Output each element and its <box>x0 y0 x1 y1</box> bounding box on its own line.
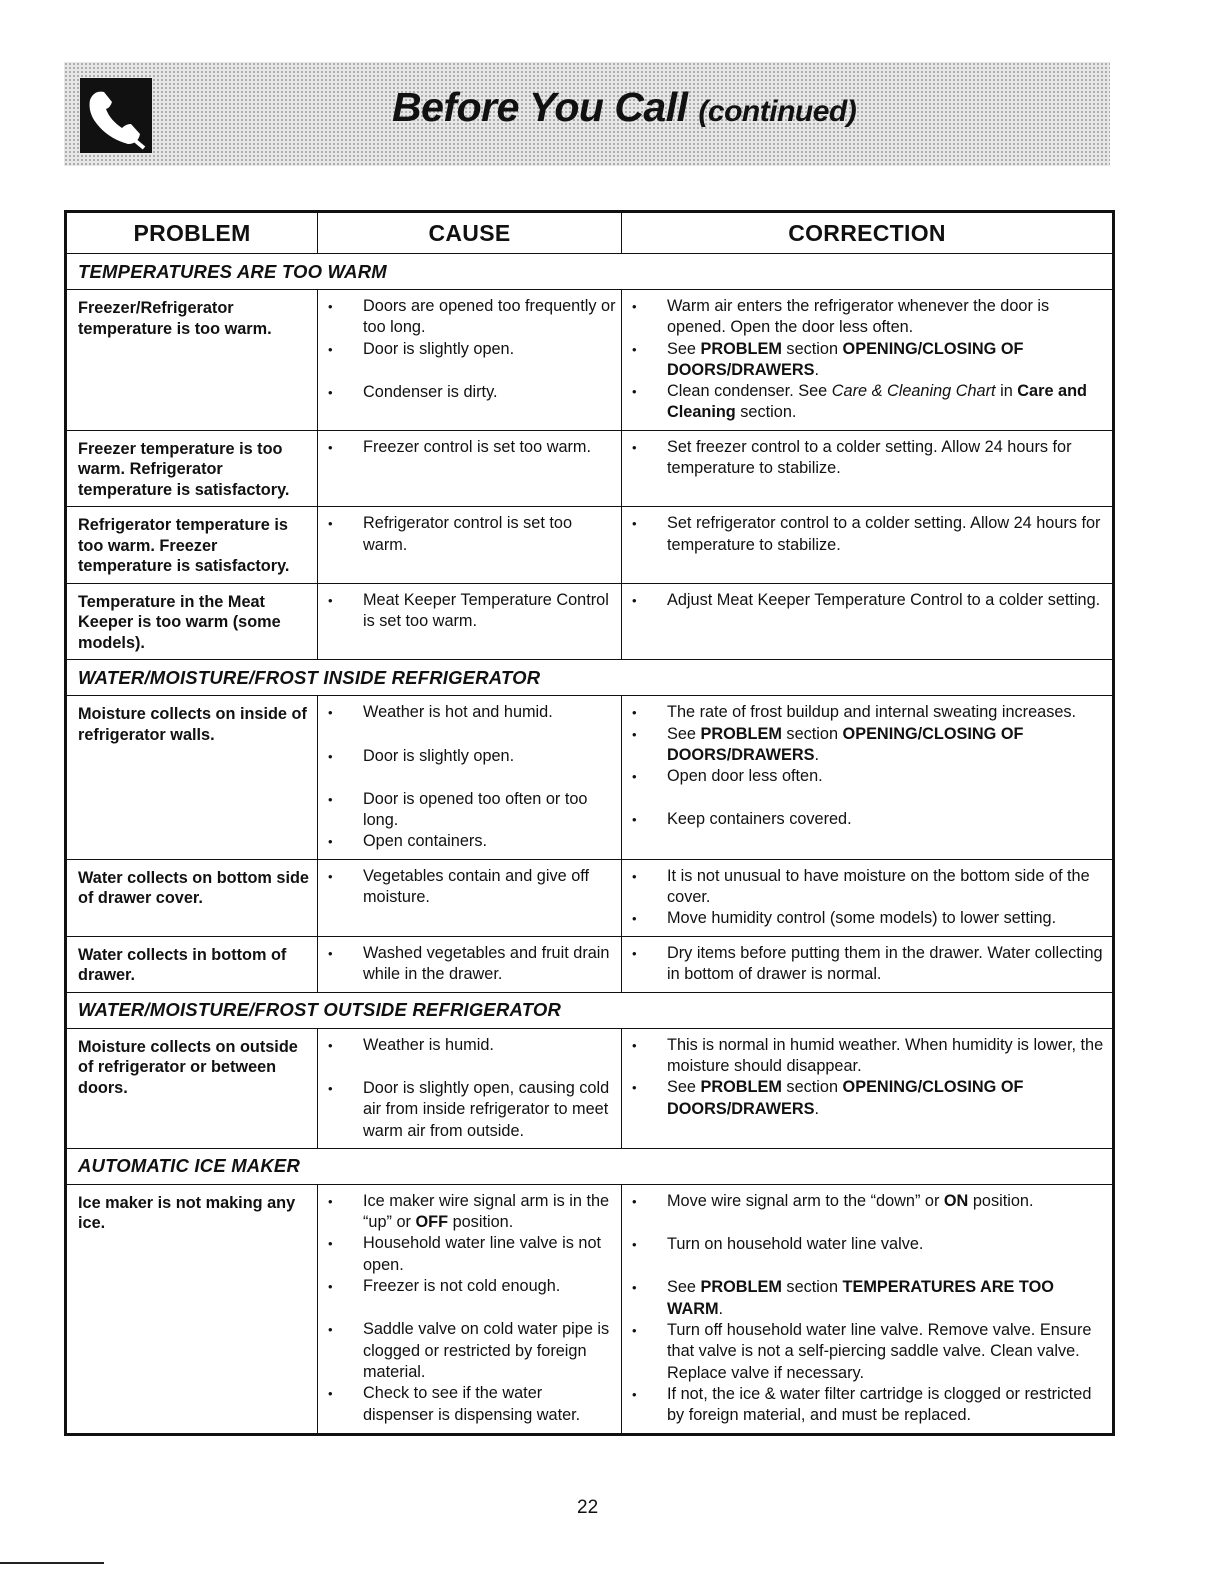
cause-item: • Door is slightly open, causing cold air from inside refrigerator to meet warm air from outside. <box>318 1078 617 1142</box>
problem-cell: Ice maker is not making any ice. <box>66 1184 318 1434</box>
table-row <box>66 1184 1114 1434</box>
cause-item: • Weather is hot and humid. <box>318 702 617 723</box>
correction-item: • Dry items before putting them in the drawer. Water collecting in bottom of drawer is normal. <box>622 943 1108 986</box>
correction-item: • Warm air enters the refrigerator whenever the door is opened. Open the door less often. <box>622 296 1108 339</box>
cause-cell <box>318 583 622 660</box>
phone-icon <box>80 78 152 153</box>
correction-item: • Set refrigerator control to a colder setting. Allow 24 hours for temperature to stabilize. <box>622 513 1108 556</box>
cause-item: • Meat Keeper Temperature Control is set too warm. <box>318 590 617 633</box>
correction-item: • The rate of frost buildup and internal sweating increases. <box>622 702 1108 723</box>
correction-item: • Adjust Meat Keeper Temperature Control to a colder setting. <box>622 590 1108 611</box>
section-row <box>66 1148 1114 1184</box>
problem-cell: Moisture collects on outside of refrigerator or between doors. <box>66 1028 318 1148</box>
correction-item: • See PROBLEM section OPENING/CLOSING OF DOORS/DRAWERS. <box>622 724 1108 767</box>
correction-item: • See PROBLEM section OPENING/CLOSING OF DOORS/DRAWERS. <box>622 1077 1108 1120</box>
table-row <box>66 583 1114 660</box>
correction-cell <box>622 290 1114 431</box>
cause-item: • Refrigerator control is set too warm. <box>318 513 617 556</box>
column-header-problem: PROBLEM <box>66 212 318 254</box>
table-row <box>66 936 1114 992</box>
problem-cell: Refrigerator temperature is too warm. Freezer temperature is satisfactory. <box>66 507 318 584</box>
correction-item: • Open door less often. <box>622 766 1108 787</box>
cause-item: • Ice maker wire signal arm is in the “up” or OFF position. <box>318 1191 617 1234</box>
cause-cell <box>318 507 622 584</box>
cause-item: • Weather is humid. <box>318 1035 617 1056</box>
cause-item: • Freezer control is set too warm. <box>318 437 617 458</box>
cause-item: • Condenser is dirty. <box>318 382 617 403</box>
correction-item: • Keep containers covered. <box>622 809 1108 830</box>
cause-item: • Door is slightly open. <box>318 339 617 360</box>
title-text: Before You Call <box>392 84 688 130</box>
table-row <box>66 696 1114 859</box>
section-title: AUTOMATIC ICE MAKER <box>66 1148 1114 1184</box>
table-row <box>66 507 1114 584</box>
table-row <box>66 430 1114 507</box>
table-row <box>66 1028 1114 1148</box>
correction-item: • See PROBLEM section OPENING/CLOSING OF DOORS/DRAWERS. <box>622 339 1108 382</box>
cause-cell <box>318 696 622 859</box>
cause-cell <box>318 1184 622 1434</box>
cause-item: • Door is opened too often or too long. <box>318 789 617 832</box>
correction-item: • Set freezer control to a colder setting. Allow 24 hours for temperature to stabilize. <box>622 437 1108 480</box>
problem-cell: Temperature in the Meat Keeper is too warm (some models). <box>66 583 318 660</box>
cause-cell <box>318 1028 622 1148</box>
page-number: 22 <box>577 1497 599 1518</box>
correction-cell <box>622 1184 1114 1434</box>
cause-item: • Vegetables contain and give off moisture. <box>318 866 617 909</box>
correction-item: • It is not unusual to have moisture on the bottom side of the cover. <box>622 866 1108 909</box>
title-subtitle: (continued) <box>698 95 857 128</box>
column-header-cause: CAUSE <box>318 212 622 254</box>
problem-cell: Freezer temperature is too warm. Refrigerator temperature is satisfactory. <box>66 430 318 507</box>
column-header-correction: CORRECTION <box>622 212 1114 254</box>
problem-cell: Water collects on bottom side of drawer cover. <box>66 859 318 936</box>
page-title <box>392 84 856 131</box>
correction-cell <box>622 430 1114 507</box>
section-title: WATER/MOISTURE/FROST INSIDE REFRIGERATOR <box>66 660 1114 696</box>
correction-cell <box>622 1028 1114 1148</box>
problem-cell: Water collects in bottom of drawer. <box>66 936 318 992</box>
section-row <box>66 254 1114 290</box>
correction-item: • Turn off household water line valve. Remove valve. Ensure that valve is not a self-piercing saddle valve. Clean valve. Replace valve if necessary. <box>622 1320 1108 1384</box>
cause-item: • Doors are opened too frequently or too long. <box>318 296 617 339</box>
cause-cell <box>318 859 622 936</box>
problem-cell: Freezer/Refrigerator temperature is too warm. <box>66 290 318 431</box>
cause-item: • Household water line valve is not open. <box>318 1233 617 1276</box>
section-title: TEMPERATURES ARE TOO WARM <box>66 254 1114 290</box>
section-row <box>66 660 1114 696</box>
correction-cell <box>622 936 1114 992</box>
correction-cell <box>622 507 1114 584</box>
section-title: WATER/MOISTURE/FROST OUTSIDE REFRIGERATOR <box>66 992 1114 1028</box>
cause-cell <box>318 290 622 431</box>
correction-cell <box>622 583 1114 660</box>
cause-cell <box>318 936 622 992</box>
correction-item: • Move wire signal arm to the “down” or ON position. <box>622 1191 1108 1212</box>
table-header-row <box>66 212 1114 254</box>
cause-item: • Check to see if the water dispenser is dispensing water. <box>318 1383 617 1426</box>
problem-cell: Moisture collects on inside of refrigerator walls. <box>66 696 318 859</box>
cause-item: • Washed vegetables and fruit drain while in the drawer. <box>318 943 617 986</box>
section-row <box>66 992 1114 1028</box>
correction-item: • See PROBLEM section TEMPERATURES ARE TOO WARM. <box>622 1277 1108 1320</box>
cause-item: • Saddle valve on cold water pipe is clogged or restricted by foreign material. <box>318 1319 617 1383</box>
correction-item: • Turn on household water line valve. <box>622 1234 1108 1255</box>
correction-item: • Clean condenser. See Care & Cleaning Chart in Care and Cleaning section. <box>622 381 1108 424</box>
footer-divider <box>0 1562 104 1564</box>
cause-item: • Door is slightly open. <box>318 746 617 767</box>
correction-item: • This is normal in humid weather. When humidity is lower, the moisture should disappear. <box>622 1035 1108 1078</box>
correction-item: • If not, the ice & water filter cartridge is clogged or restricted by foreign material, and must be replaced. <box>622 1384 1108 1427</box>
cause-item: • Freezer is not cold enough. <box>318 1276 617 1297</box>
table-row <box>66 290 1114 431</box>
troubleshooting-table <box>64 210 1115 1436</box>
correction-item: • Move humidity control (some models) to lower setting. <box>622 908 1108 929</box>
cause-item: • Open containers. <box>318 831 617 852</box>
table-row <box>66 859 1114 936</box>
correction-cell <box>622 859 1114 936</box>
correction-cell <box>622 696 1114 859</box>
cause-cell <box>318 430 622 507</box>
